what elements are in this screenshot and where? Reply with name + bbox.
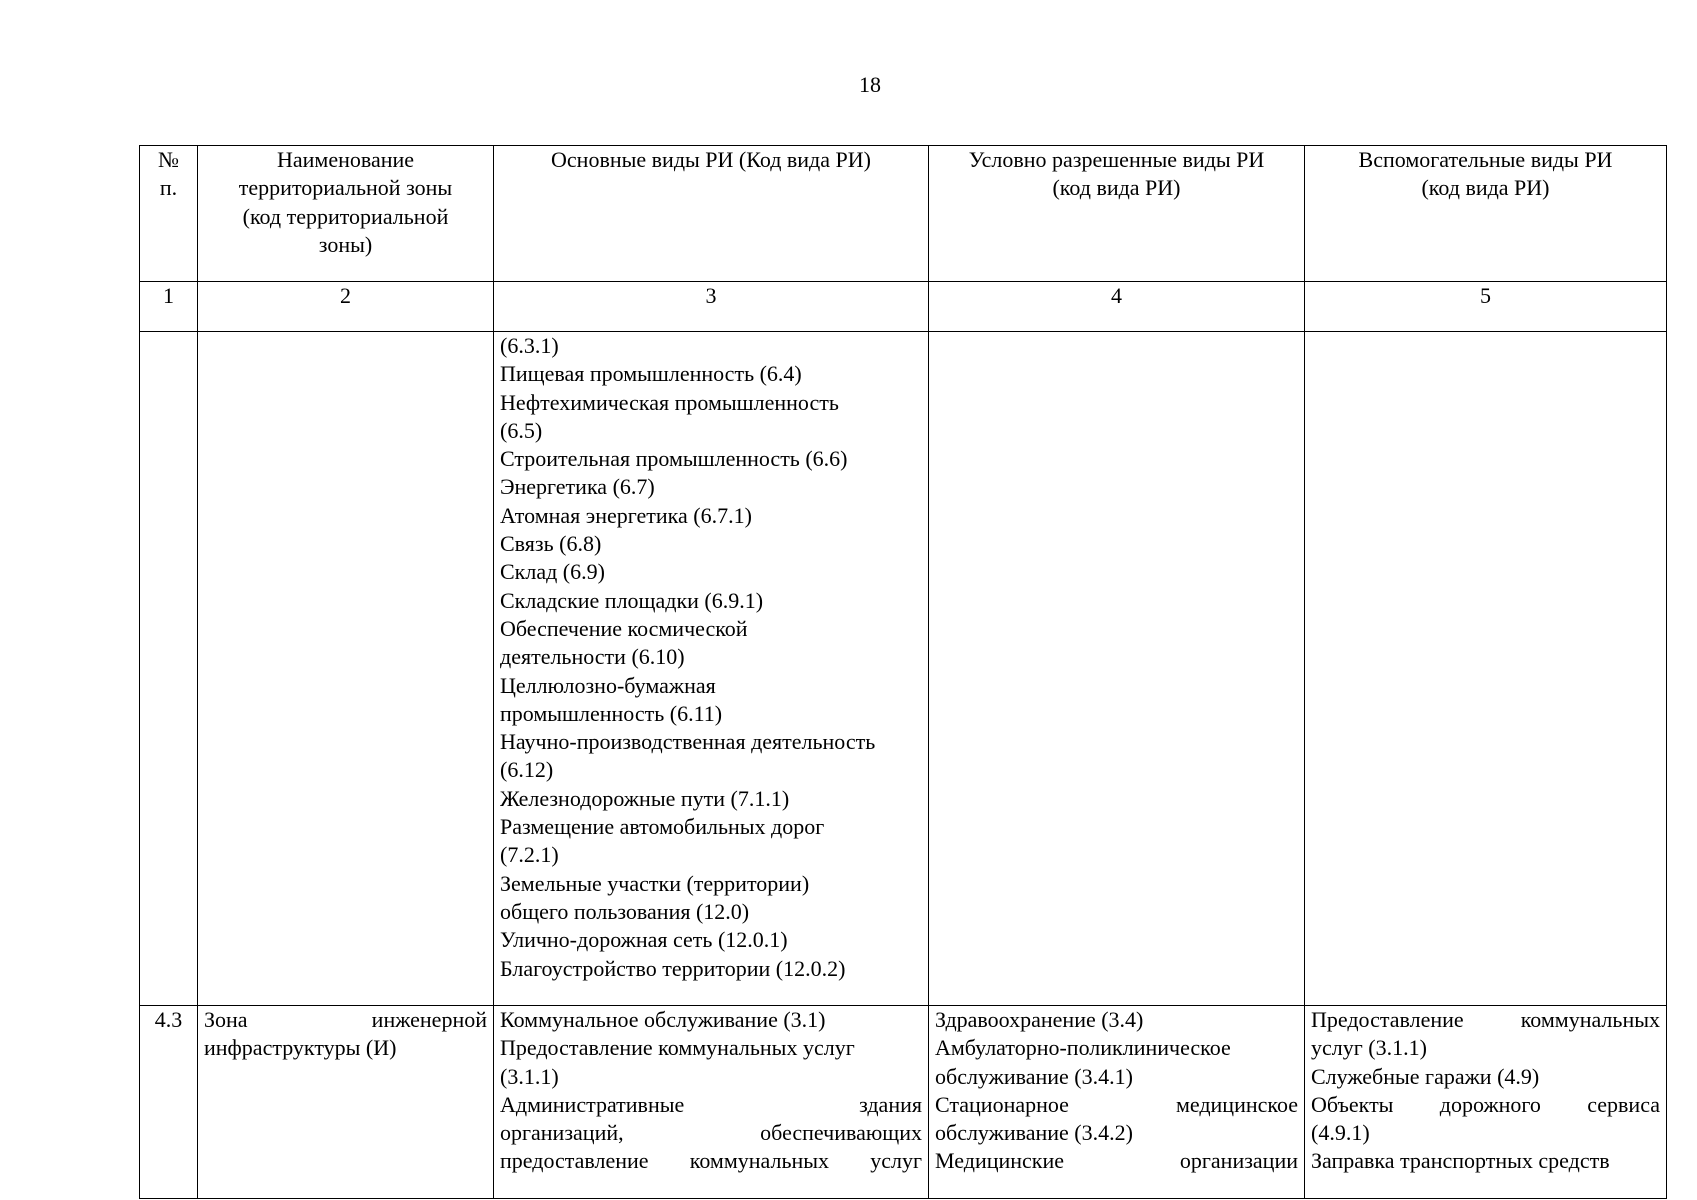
column-number-row xyxy=(140,282,1667,332)
cell-line: Склад (6.9) xyxy=(500,559,605,585)
cell-line: Благоустройство территории (12.0.2) xyxy=(500,955,846,981)
cell-line: (6.5) xyxy=(500,417,543,443)
table-row-continued xyxy=(140,332,1667,1006)
cell-line: Служебные гаражи (4.9) xyxy=(1311,1063,1540,1089)
cell-line: (3.1.1) xyxy=(500,1063,559,1089)
cell-line: Целлюлозно-бумажная xyxy=(500,672,716,698)
cell-line: Медицинские организации xyxy=(935,1148,1298,1174)
zone-name-cell xyxy=(198,332,494,1006)
header-zone-name-line4: зоны) xyxy=(318,231,373,257)
cell-line: Земельные участки (территории) xyxy=(500,870,810,896)
page-number: 18 xyxy=(859,72,881,97)
cell-line: Стационарное медицинское xyxy=(935,1091,1298,1117)
row-number-cell xyxy=(140,332,198,1006)
zone-name-line: инфраструктуры (И) xyxy=(204,1035,397,1061)
cell-line: услуг (3.1.1) xyxy=(1311,1035,1427,1061)
cell-line: (6.3.1) xyxy=(500,333,559,358)
zone-name-line: Зона инженерной xyxy=(204,1007,487,1032)
cell-line: обслуживание (3.4.2) xyxy=(935,1120,1133,1146)
cell-line: обслуживание (3.4.1) xyxy=(935,1063,1133,1089)
auxiliary-uses-cell xyxy=(1305,1006,1667,1199)
header-main-uses: Основные виды РИ (Код вида РИ) xyxy=(494,146,929,282)
cell-line: Размещение автомобильных дорог xyxy=(500,814,825,840)
cell-line: Объекты дорожного сервиса xyxy=(1311,1091,1660,1117)
cell-line: Улично-дорожная сеть (12.0.1) xyxy=(500,927,788,953)
main-uses-cell xyxy=(494,1006,929,1199)
header-conditional-uses xyxy=(929,146,1305,282)
cell-line: Амбулаторно-поликлиническое xyxy=(935,1035,1231,1061)
header-row xyxy=(140,146,1667,282)
cell-line: Здравоохранение (3.4) xyxy=(935,1007,1144,1032)
header-zone-name-line1: Наименование xyxy=(276,147,415,172)
cell-line: Предоставление коммунальных xyxy=(1311,1007,1660,1032)
header-zone-name xyxy=(198,146,494,282)
cell-line: Строительная промышленность (6.6) xyxy=(500,446,848,472)
table-row-zone-4-3 xyxy=(140,1006,1667,1199)
cell-line: Предоставление коммунальных услуг xyxy=(500,1035,855,1061)
header-auxiliary-uses xyxy=(1305,146,1667,282)
header-zone-name-line3: (код территориальной xyxy=(242,203,449,229)
cell-line: Обеспечение космической xyxy=(500,615,748,641)
land-use-table xyxy=(139,145,1667,1199)
header-number-line1: № xyxy=(158,147,179,172)
cell-line: Административные здания xyxy=(500,1091,922,1117)
header-conditional-uses-line1: Условно разрешенные виды РИ xyxy=(968,147,1265,172)
cell-line: организаций, обеспечивающих xyxy=(500,1120,922,1146)
cell-line: Связь (6.8) xyxy=(500,531,602,557)
column-number: 3 xyxy=(494,282,929,332)
cell-line: Научно-производственная деятельность xyxy=(500,729,876,755)
cell-line: деятельности (6.10) xyxy=(500,644,685,670)
cell-line: Энергетика (6.7) xyxy=(500,474,655,500)
column-number: 5 xyxy=(1305,282,1667,332)
cell-line: (4.9.1) xyxy=(1311,1120,1370,1146)
cell-line: (7.2.1) xyxy=(500,842,559,868)
cell-line: Коммунальное обслуживание (3.1) xyxy=(500,1007,826,1032)
header-number xyxy=(140,146,198,282)
column-number: 1 xyxy=(140,282,198,332)
cell-line: (6.12) xyxy=(500,757,554,783)
main-uses-cell xyxy=(494,332,929,1006)
cell-line: Пищевая промышленность (6.4) xyxy=(500,361,802,387)
conditional-uses-cell xyxy=(929,332,1305,1006)
cell-line: Нефтехимическая промышленность xyxy=(500,389,839,415)
cell-line: Атомная энергетика (6.7.1) xyxy=(500,502,752,528)
cell-line: общего пользования (12.0) xyxy=(500,898,750,924)
conditional-uses-cell xyxy=(929,1006,1305,1199)
cell-line: Заправка транспортных средств xyxy=(1311,1148,1610,1174)
cell-line: Железнодорожные пути (7.1.1) xyxy=(500,785,790,811)
cell-line: Складские площадки (6.9.1) xyxy=(500,587,764,613)
column-number: 4 xyxy=(929,282,1305,332)
header-zone-name-line2: территориальной зоны xyxy=(238,175,453,201)
row-number-cell: 4.3 xyxy=(140,1006,198,1199)
cell-line: предоставление коммунальных услуг xyxy=(500,1148,922,1174)
header-conditional-uses-line2: (код вида РИ) xyxy=(1052,175,1181,201)
zone-name-cell xyxy=(198,1006,494,1199)
cell-line: промышленность (6.11) xyxy=(500,700,723,726)
auxiliary-uses-cell xyxy=(1305,332,1667,1006)
header-auxiliary-uses-line2: (код вида РИ) xyxy=(1421,175,1550,201)
column-number: 2 xyxy=(198,282,494,332)
header-number-line2: п. xyxy=(159,175,178,201)
header-auxiliary-uses-line1: Вспомогательные виды РИ xyxy=(1358,147,1613,172)
